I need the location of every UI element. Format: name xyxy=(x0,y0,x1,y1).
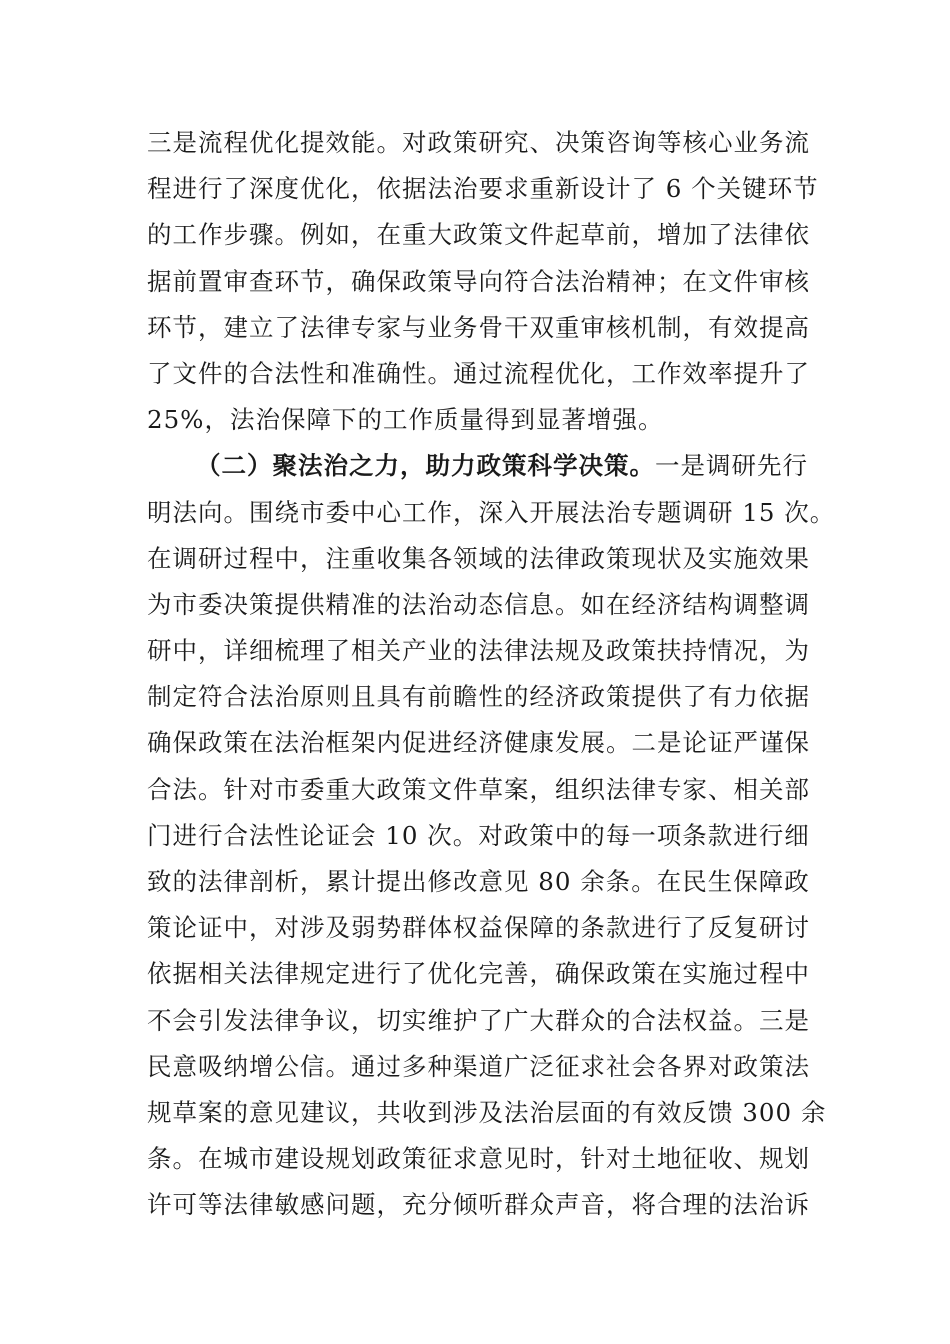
text-line-13: 制定符合法治原则且具有前瞻性的经济政策提供了有力依据 xyxy=(147,682,810,712)
text-line-12: 研中，详细梳理了相关产业的法律法规及政策扶持情况，为 xyxy=(147,636,810,666)
text-line-7: 25%，法治保障下的工作质量得到显著增强。 xyxy=(147,405,664,435)
text-line-3: 的工作步骤。例如，在重大政策文件起草前，增加了法律依 xyxy=(147,220,810,250)
text-line-23: 条。在城市建设规划政策征求意见时，针对土地征收、规划 xyxy=(147,1144,810,1174)
text-line-1: 三是流程优化提效能。对政策研究、决策咨询等核心业务流 xyxy=(147,128,810,157)
text-line-4: 据前置审查环节，确保政策导向符合法治精神；在文件审核 xyxy=(147,266,810,296)
text-line-22: 规草案的意见建议，共收到涉及法治层面的有效反馈 300 余 xyxy=(147,1097,827,1127)
text-line-11: 为市委决策提供精准的法治动态信息。如在经济结构调整调 xyxy=(147,589,810,619)
text-line-2: 程进行了深度优化，依据法治要求重新设计了 6 个关键环节 xyxy=(147,174,819,204)
text-line-16: 门进行合法性论证会 10 次。对政策中的每一项条款进行细 xyxy=(147,820,810,850)
text-line-6: 了文件的合法性和准确性。通过流程优化，工作效率提升了 xyxy=(147,358,810,388)
section-heading: （二）聚法治之力，助力政策科学决策。 xyxy=(196,451,655,481)
text-line-20: 不会引发法律争议，切实维护了广大群众的合法权益。三是 xyxy=(147,1005,810,1035)
text-line-17: 致的法律剖析，累计提出修改意见 80 余条。在民生保障政 xyxy=(147,867,810,896)
text-line-24: 许可等法律敏感问题，充分倾听群众声音，将合理的法治诉 xyxy=(147,1190,810,1220)
section-heading-line xyxy=(147,443,837,489)
body-text xyxy=(147,120,837,1229)
text-line-19: 依据相关法律规定进行了优化完善，确保政策在实施过程中 xyxy=(147,959,810,989)
section-heading-rest: 一是调研先行 xyxy=(655,451,808,481)
text-line-21: 民意吸纳增公信。通过多种渠道广泛征求社会各界对政策法 xyxy=(147,1051,810,1081)
text-line-15: 合法。针对市委重大政策文件草案，组织法律专家、相关部 xyxy=(147,774,810,804)
text-line-5: 环节，建立了法律专家与业务骨干双重审核机制，有效提高 xyxy=(147,312,810,342)
text-line-10: 在调研过程中，注重收集各领域的法律政策现状及实施效果 xyxy=(147,543,810,573)
text-line-9: 明法向。围绕市委中心工作，深入开展法治专题调研 15 次。 xyxy=(147,497,836,527)
text-line-18: 策论证中，对涉及弱势群体权益保障的条款进行了反复研讨 xyxy=(147,913,810,943)
text-line-14: 确保政策在法治框架内促进经济健康发展。二是论证严谨保 xyxy=(147,728,810,758)
